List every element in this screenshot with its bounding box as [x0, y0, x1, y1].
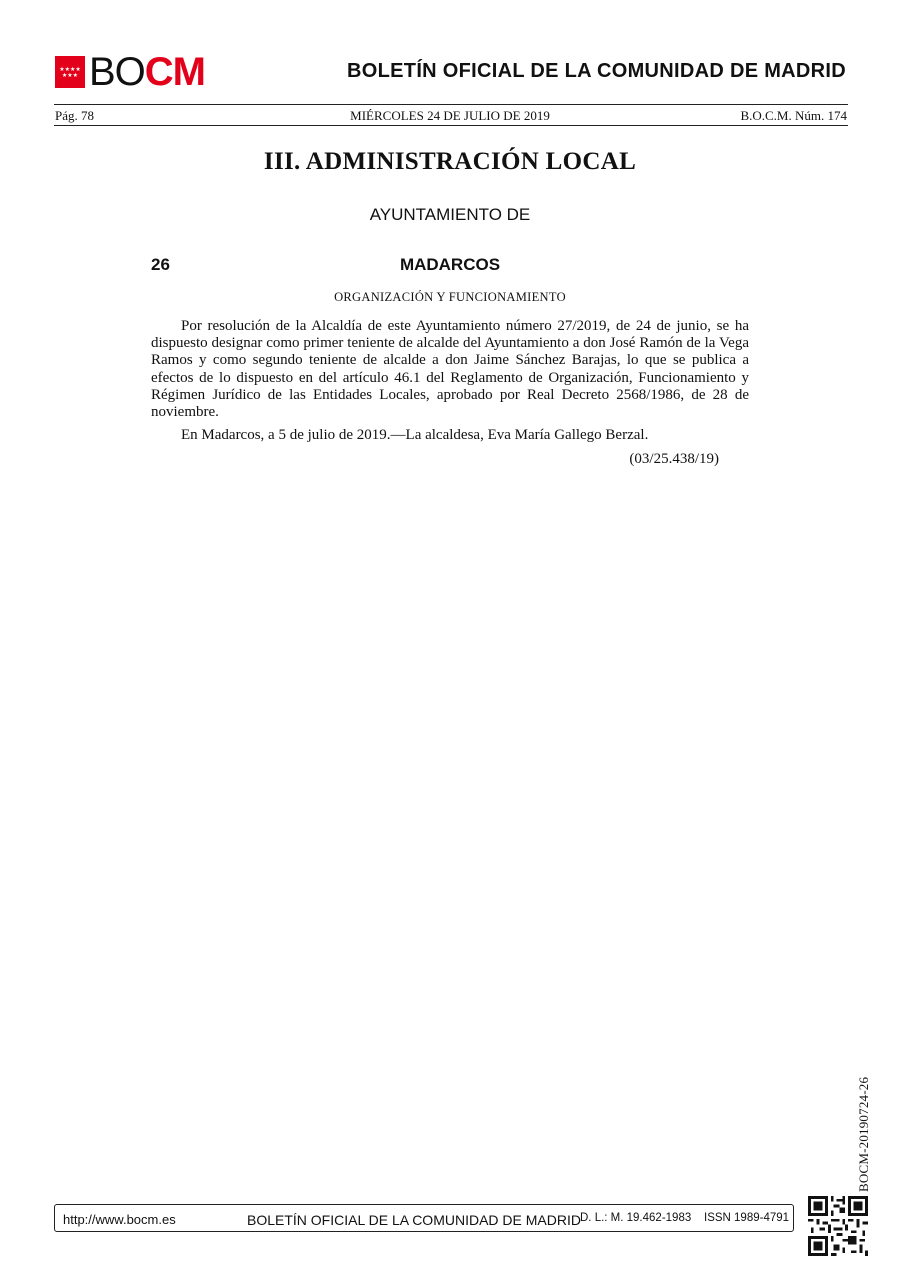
footer-issn: ISSN 1989-4791 — [704, 1212, 790, 1224]
header-rule-top — [54, 104, 848, 105]
signature-line: En Madarcos, a 5 de julio de 2019.—La alcaldesa, Eva María Gallego Berzal. — [181, 427, 649, 443]
entity-label: AYUNTAMIENTO DE — [369, 205, 531, 224]
footer-url-link[interactable]: http://www.bocm.es — [63, 1212, 176, 1227]
publication-title: BOLETÍN OFICIAL DE LA COMUNIDAD DE MADRID — [347, 60, 846, 82]
announcement-number: 26 — [151, 255, 170, 274]
logo-text-bo: BO — [89, 50, 145, 94]
footer-title: BOLETÍN OFICIAL DE LA COMUNIDAD DE MADRID — [247, 1212, 581, 1228]
footer-legal-deposit: D. L.: M. 19.462-1983 — [580, 1212, 692, 1224]
issue-number: B.O.C.M. Núm. 174 — [740, 108, 847, 123]
page-number: Pág. 78 — [55, 108, 94, 123]
logo-wordmark — [89, 50, 206, 94]
logo-stars: ★★★★ ★★★ — [59, 66, 81, 79]
announcement-reference: (03/25.438/19) — [629, 451, 719, 467]
body-paragraph: Por resolución de la Alcaldía de este Ayuntamiento número 27/2019, de 24 de junio, se ha dispuesto designar como primer teniente de alcalde del Ayuntamiento a don José Ramón de la Vega Ramos y como segundo teniente de alcalde a don Jaime Sánchez Barajas, lo que se publica a efectos de lo dispuesto en del artículo 46.1 del Reglamento de Organización, Funcionamiento y Régimen Jurídico de las Entidades Locales, aprobado por Real Decreto 2568/1986, de 28 de noviembre. — [151, 318, 749, 421]
qr-code-icon — [808, 1196, 868, 1256]
madrid-flag-icon — [55, 56, 85, 88]
logo-text-cm: CM — [144, 50, 206, 94]
announcement-subject: ORGANIZACIÓN Y FUNCIONAMIENTO — [334, 290, 566, 304]
bocm-logo — [55, 50, 206, 94]
entity-name: MADARCOS — [399, 255, 501, 274]
announcement-body — [151, 318, 749, 421]
section-title: III. ADMINISTRACIÓN LOCAL — [263, 148, 637, 175]
document-code: BOCM-20190724-26 — [856, 1076, 871, 1192]
publication-date: MIÉRCOLES 24 DE JULIO DE 2019 — [350, 108, 550, 123]
header-rule-bottom — [54, 125, 848, 126]
